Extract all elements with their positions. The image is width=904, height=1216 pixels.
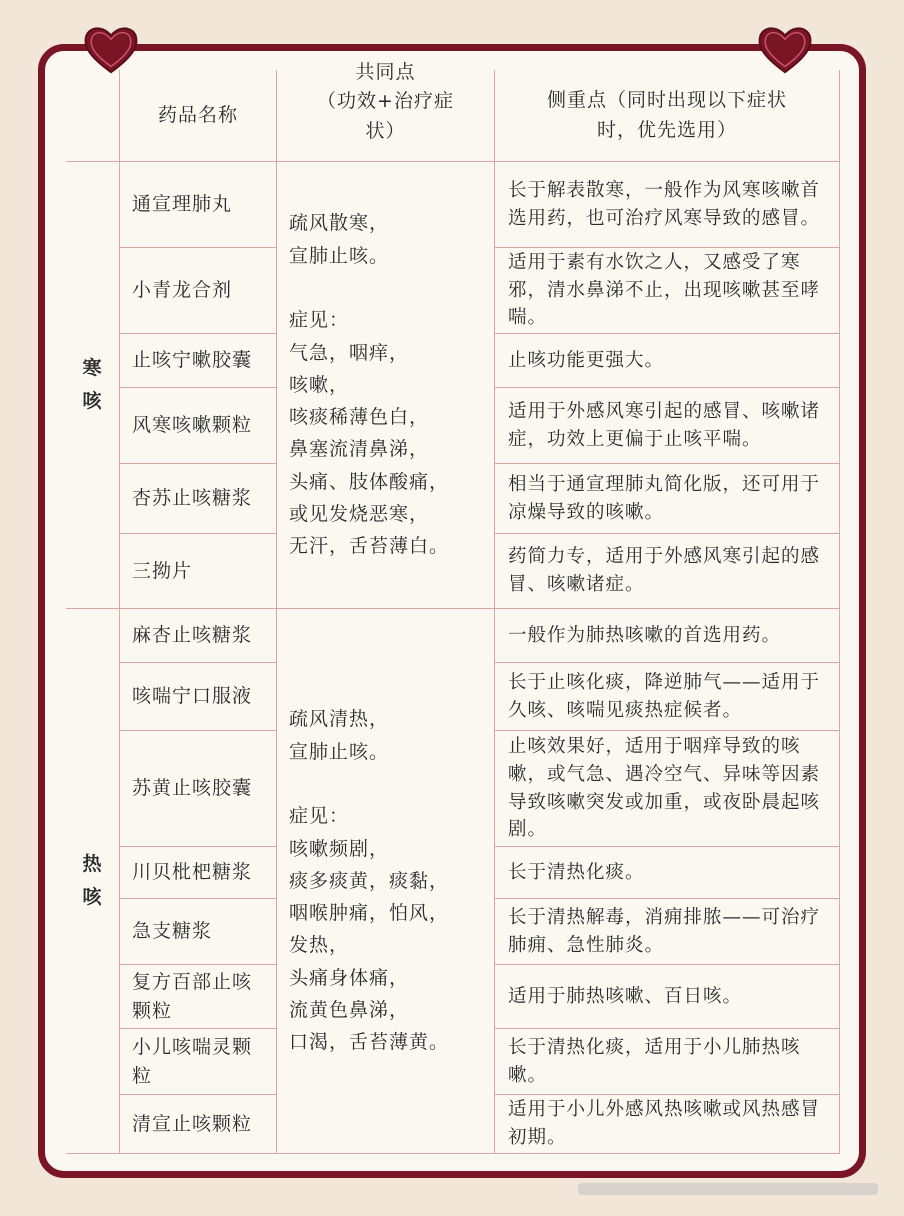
drug-name: 止咳宁嗽胶囊: [120, 334, 277, 388]
common-points-heat-cough: 疏风清热， 宣肺止咳。 症见： 咳嗽频剧， 痰多痰黄，痰黏， 咽喉肿痛，怕风， 发热， 头痛身体痛， 流黄色鼻涕， 口渴，舌苔薄黄。: [277, 609, 495, 1154]
drug-key-point: 适用于肺热咳嗽、百日咳。: [495, 965, 840, 1029]
drug-key-point: 止咳功能更强大。: [495, 334, 840, 388]
header-common-points: 共同点 （功效+治疗症 状）: [277, 70, 495, 162]
drug-name: 清宣止咳颗粒: [120, 1095, 277, 1154]
drug-name: 三拗片: [120, 534, 277, 609]
drug-name: 小青龙合剂: [120, 248, 277, 334]
drug-name: 通宣理肺丸: [120, 162, 277, 248]
drug-key-point: 长于止咳化痰，降逆肺气——适用于久咳、咳喘见痰热症候者。: [495, 663, 840, 731]
header-corner: [66, 70, 120, 162]
drug-name: 复方百部止咳颗粒: [120, 965, 277, 1029]
group-label-cold-cough: 寒咳: [66, 162, 120, 609]
drug-key-point: 适用于外感风寒引起的感冒、咳嗽诸症，功效上更偏于止咳平喘。: [495, 388, 840, 464]
drug-key-point: 长于清热化痰。: [495, 847, 840, 899]
drug-key-point: 长于清热解毒，消痈排脓——可治疗肺痈、急性肺炎。: [495, 899, 840, 965]
drug-key-point: 适用于小儿外感风热咳嗽或风热感冒初期。: [495, 1095, 840, 1154]
drug-name: 苏黄止咳胶囊: [120, 731, 277, 847]
drug-name: 咳喘宁口服液: [120, 663, 277, 731]
drug-name: 杏苏止咳糖浆: [120, 464, 277, 534]
drug-key-point: 药简力专，适用于外感风寒引起的感冒、咳嗽诸症。: [495, 534, 840, 609]
drug-name: 急支糖浆: [120, 899, 277, 965]
common-points-cold-cough: 疏风散寒， 宣肺止咳。 症见： 气急，咽痒， 咳嗽， 咳痰稀薄色白， 鼻塞流清鼻涕， 头痛、肢体酸痛， 或见发烧恶寒， 无汗，舌苔薄白。: [277, 162, 495, 609]
drug-name: 风寒咳嗽颗粒: [120, 388, 277, 464]
drug-key-point: 长于解表散寒，一般作为风寒咳嗽首选用药，也可治疗风寒导致的感冒。: [495, 162, 840, 248]
drug-key-point: 一般作为肺热咳嗽的首选用药。: [495, 609, 840, 663]
drug-key-point: 适用于素有水饮之人，又感受了寒邪，清水鼻涕不止，出现咳嗽甚至哮喘。: [495, 248, 840, 334]
drug-name: 麻杏止咳糖浆: [120, 609, 277, 663]
drug-name: 小儿咳喘灵颗粒: [120, 1029, 277, 1095]
drug-key-point: 相当于通宣理肺丸简化版，还可用于凉燥导致的咳嗽。: [495, 464, 840, 534]
drug-key-point: 止咳效果好，适用于咽痒导致的咳嗽，或气急、遇冷空气、异味等因素导致咳嗽突发或加重，或夜卧晨起咳剧。: [495, 731, 840, 847]
header-drug-name: 药品名称: [120, 70, 277, 162]
drug-name: 川贝枇杷糖浆: [120, 847, 277, 899]
group-label-heat-cough: 热咳: [66, 609, 120, 1154]
drug-key-point: 长于清热化痰，适用于小儿肺热咳嗽。: [495, 1029, 840, 1095]
watermark-bar: [578, 1183, 878, 1195]
header-key-points: 侧重点（同时出现以下症状 时，优先选用）: [495, 70, 840, 162]
